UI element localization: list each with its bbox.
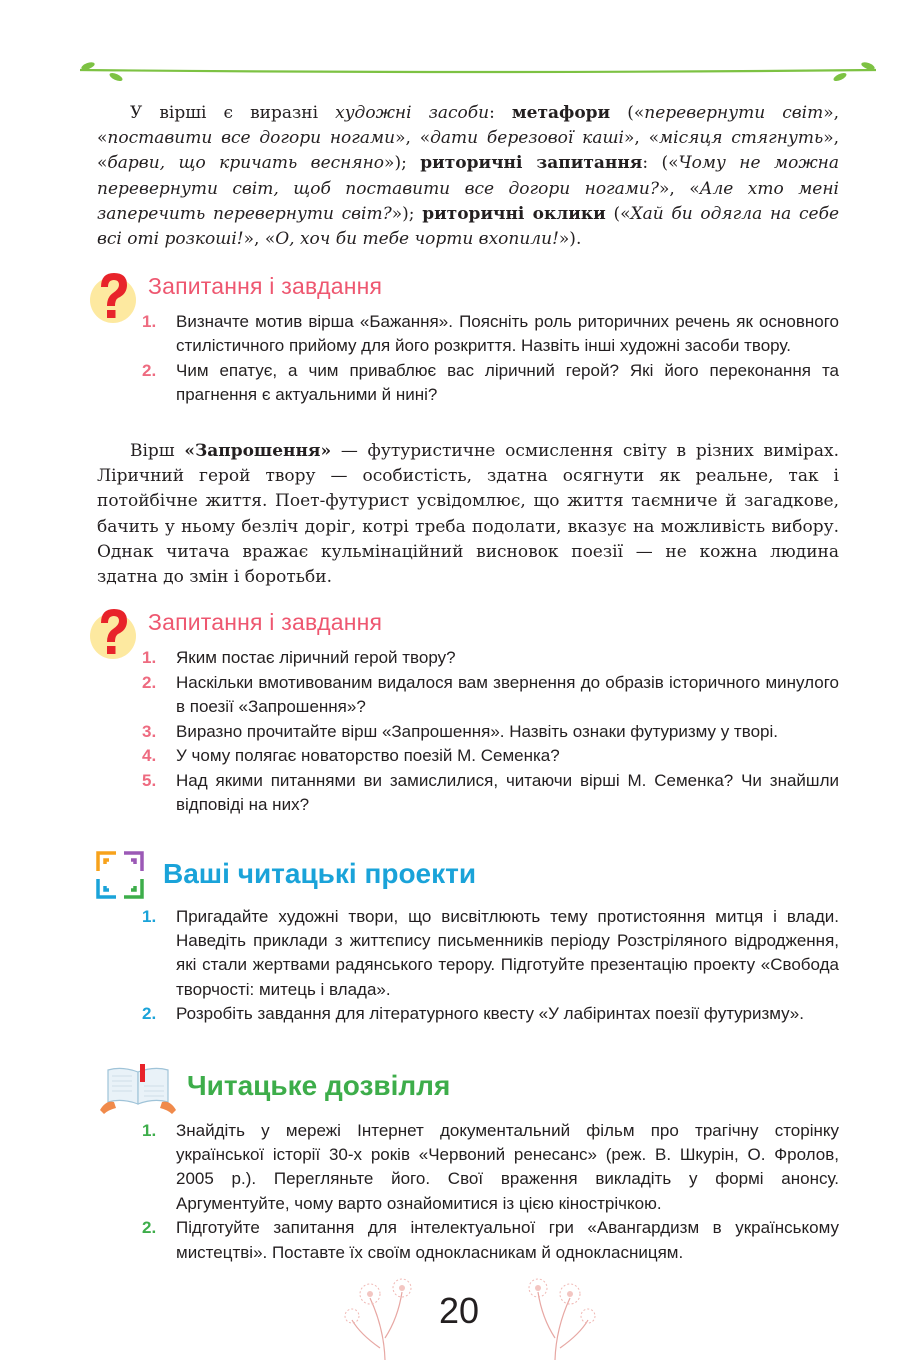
page-number: 20 — [438, 1290, 480, 1331]
projects-list — [140, 905, 839, 1027]
list-item: 3. Виразно прочитайте вірш «Запрошення». Назвіть ознаки футуризму у творі. — [142, 721, 778, 741]
list-item: 1. Визначте мотив вірша «Бажання». Поясніть роль риторичних речень як основного стилістичного прийому для його розкриття. Назвіть інші художні засоби твору. — [142, 312, 839, 356]
open-book-icon — [100, 1060, 176, 1114]
list-item: 1. Пригадайте художні твори, що висвітлюють тему протистояння митця і влади. Наведіть приклади з життєпису письменників періоду Розстріляного відродження, які стали жертвами радянського терору. Підготуйте презентацію проекту «Свобода творчості: митець і влада». — [142, 907, 839, 999]
zaproshennia-paragraph: Вірш «Запрошення» — футуристичне осмислення світу в різних вимірах. Ліричний герой твору — особистість, здатна осягнути як реальне, так і потойбічне життя. Поет-футурист усвідомлює, що життя таємниче й загадкове, бачить у ньому безліч доріг, котрі треба подолати, вказує на можливість вибору. Однак читача вражає кульмінаційний висновок поезії — не кожна людина здатна до змін і боротьби. — [97, 441, 839, 588]
question-mark-icon — [88, 604, 138, 662]
list-item: 1. Знайдіть у мережі Інтернет документальний фільм про трагічну сторінку української історії 30-х років «Червоний ренесанс» (реж. В. Шкурін, О. Фролов, 2005 р.). Перегляньте його. Свої враження викладіть у формі анонсу. Аргументуйте, чому варто ознайомитися із цією кінострічкою. — [142, 1121, 839, 1213]
list-item: 2. Розробіть завдання для літературного квесту «У лабіринтах поезії футуризму». — [142, 1004, 804, 1024]
leisure-list — [140, 1119, 839, 1265]
section-title-reading-leisure: Читацьке дозвілля — [187, 1070, 451, 1101]
intro-paragraph: У вірші є виразні художні засоби: метафори («перевернути світ», «поставити все догори ногами», «дати березової каші», «місяця стягнуть», «барви, що кричать весняно»); риторичні запитання: («Чому не можна перевернути світ, щоб поставити все догори ногами?», «Але хто мені заперечить перевернути світ?»); риторичні оклики («Хай би одягла на себе всі оті розкоші!», «О, хоч би тебе чорти вхопили!»). — [97, 103, 840, 250]
list-item: 4. У чому полягає новаторство поезій М. Семенка? — [142, 746, 560, 766]
list-item: 2. Чим епатує, а чим приваблює вас ліричний герой? Які його переконання та прагнення є актуальними й нині? — [142, 360, 839, 405]
maze-icon — [96, 851, 144, 899]
list-item: 2. Підготуйте запитання для інтелектуальної гри «Авангардизм в українському мистецтві». Поставте їх своїм однокласникам й однокласницям. — [142, 1218, 839, 1262]
list-item: 5. Над якими питаннями ви замислилися, читаючи вірші М. Семенка? Чи знайшли відповіді на них? — [142, 771, 839, 815]
questions-list-2 — [140, 646, 839, 818]
list-item: 2. Наскільки вмотивованим видалося вам звернення до образів історичного минулого в поезії «Запрошення»? — [142, 672, 839, 716]
top-vine-divider — [78, 60, 878, 86]
section-title-questions-2: Запитання і завдання — [148, 609, 383, 635]
section-title-questions-1: Запитання і завдання — [148, 273, 383, 299]
section-title-reader-projects: Ваші читацькі проекти — [163, 858, 477, 889]
list-item: 1. Яким постає ліричний герой твору? — [142, 648, 456, 667]
question-mark-icon — [88, 268, 138, 326]
questions-list-1 — [140, 310, 839, 408]
